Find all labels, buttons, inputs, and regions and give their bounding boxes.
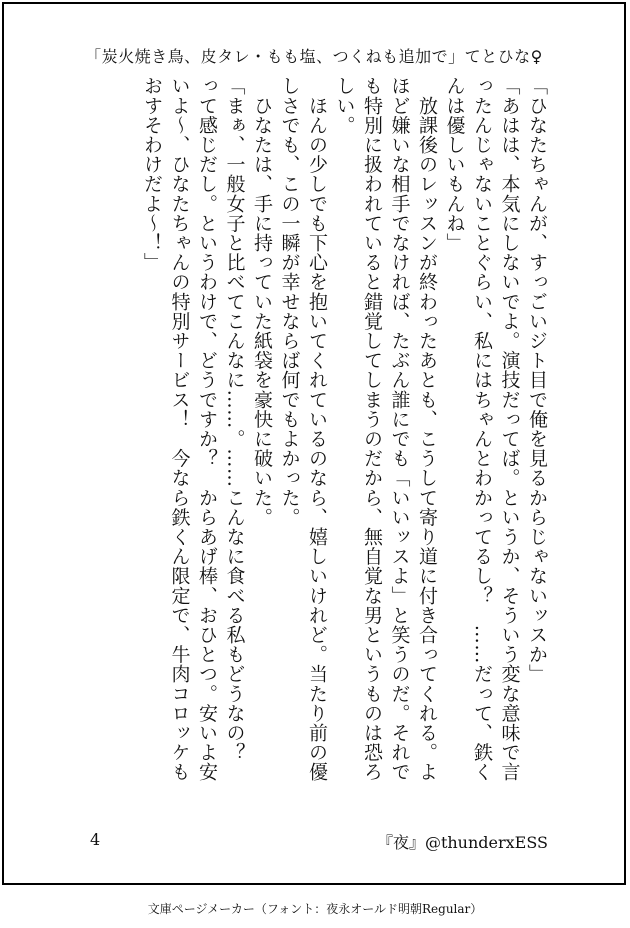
author-credit: 『夜』@thunderxESS (376, 833, 548, 852)
running-head: 「炭火焼き鳥、皮タレ・もも塩、つくねも追加で」てとひな♀ (85, 47, 543, 66)
page-number: 4 (90, 830, 101, 849)
paragraph: 「ひなたちゃんが、すっごいジト目で俺を見るからじゃないッスか」 (526, 76, 548, 684)
footer-caption: 文庫ページメーカー（フォント：夜永オールド明朝Regular） (147, 902, 483, 916)
body-text (80, 76, 550, 796)
paragraph: ほんの少しでも下心を抱いてくれているのなら、嬉しいけれど。当たり前の優しさでも、この一瞬が幸せならば何でもよかった。 (278, 76, 328, 782)
page-frame (2, 2, 626, 885)
paragraph: 「まぁ、一般女子と比べてこんなに……。……こんなに食べる私もどうなの？ って感じだし。というわけで、どうですか？ からあげ棒、おひとつ。安いよ安いよ～、ひなたちゃんの特別サービス！ 今なら鉄くん限定で、牛肉コロッケもおすそわけだよ～！」 (141, 76, 246, 782)
paragraph: ひなたは、手に持っていた紙袋を豪快に破いた。 (251, 76, 273, 527)
paragraph: 「あはは、本気にしないでよ。演技だってば。というか、そういう変な意味で言ったんじゃないことぐらい、私にはちゃんとわかってるし？ ……だって、鉄くんは優しいもんね」 (443, 76, 521, 782)
paragraph: 放課後のレッスンが終わったあとも、こうして寄り道に付き合ってくれる。よほど嫌いな相手でなければ、たぶん誰にでも「いいッスよ」と笑うのだ。それでも特別に扱われていると錯覚してしまうのだから、無自覚な男というものは恐ろしい。 (333, 76, 438, 782)
